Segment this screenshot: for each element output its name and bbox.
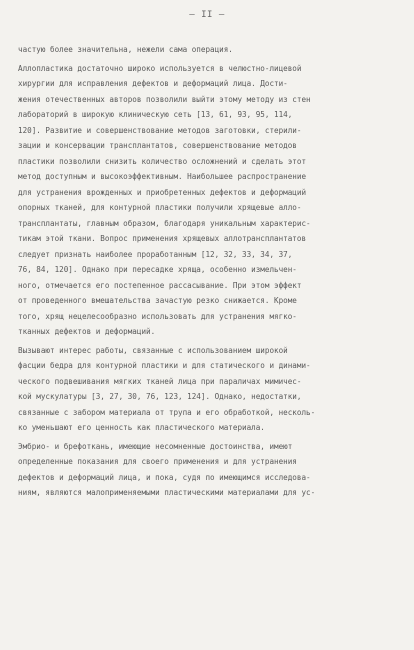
- text-line: фасции бедра для контурной пластики и для статического и динами-: [18, 361, 311, 370]
- text-line: определенные показания для своего применения и для устранения: [18, 457, 297, 466]
- text-line: от проведенного вмешательства зачастую резко снижается. Кроме: [18, 296, 297, 305]
- text-line: хирургии для исправления дефектов и деформаций лица. Дости-: [18, 79, 288, 88]
- text-line: метод доступным и высокоэффективным. Наибольшее распространение: [18, 172, 307, 181]
- text-line: тканных дефектов и деформаций.: [18, 327, 156, 336]
- text-line: жения отечественных авторов позволили выйти этому методу из стен: [18, 94, 311, 104]
- text-line: для устранения врожденных и приобретенных дефектов и деформаций: [18, 187, 307, 197]
- text-line: связанные с забором материала от трупа и его обработкой, несколь-: [18, 407, 316, 417]
- text-line: частую более значительна, нежели сама операция.: [18, 45, 233, 54]
- text-line: следует признать наиболее проработанным [12, 32, 33, 34, 37,: [18, 249, 293, 259]
- text-line: опорных тканей, для контурной пластики получили хрящевые алло-: [18, 203, 302, 212]
- text-line: ного, отмечается его постепенное рассасывание. При этом эффект: [18, 280, 302, 290]
- text-line: ко уменьшают его ценность как пластического материала.: [18, 423, 265, 432]
- text-line: 120]. Развитие и совершенствование методов заготовки, стерили-: [18, 125, 302, 135]
- text-line: пластики позволили снизить количество осложнений и сделать этот: [18, 156, 307, 166]
- text-line: Вызывают интерес работы, связанные с использованием широкой: [18, 345, 288, 355]
- paragraph: [18, 42, 396, 58]
- text-line: тикам этой ткани. Вопрос применения хрящевых аллотрансплантатов: [18, 234, 307, 243]
- text-line: Эмбрио- и брефоткань, имеющие несомненные достоинства, имеют: [18, 441, 293, 451]
- text-line: ниям, являются малоприменяемыми пластическими материалами для ус-: [18, 488, 316, 497]
- paragraph: [18, 343, 396, 436]
- text-line: лабораторий в широкую клиническую сеть [13, 61, 93, 95, 114,: [18, 110, 293, 119]
- paragraph: [18, 61, 396, 340]
- text-line: Аллопластика достаточно широко используется в челюстно-лицевой: [18, 63, 302, 73]
- text-line: 76, 84, 120]. Однако при пересадке хряща, особенно измельчен-: [18, 265, 297, 274]
- body-text: [18, 42, 396, 501]
- text-line: зации и консервации трансплантатов, совершенствование методов: [18, 141, 297, 150]
- paragraph: [18, 439, 396, 501]
- text-line: дефектов и деформаций лица, и пока, судя по имеющимся исследова-: [18, 472, 311, 482]
- page-number: – II –: [189, 10, 225, 20]
- text-line: ческого подвешивания мягких тканей лица при параличах мимичес-: [18, 376, 302, 386]
- text-line: трансплантаты, главным образом, благодаря уникальным характерис-: [18, 218, 311, 228]
- text-line: того, хрящ нецелесообразно использовать для устранения мягко-: [18, 311, 297, 321]
- text-line: кой мускулатуры [3, 27, 30, 76, 123, 124]. Однако, недостатки,: [18, 392, 302, 401]
